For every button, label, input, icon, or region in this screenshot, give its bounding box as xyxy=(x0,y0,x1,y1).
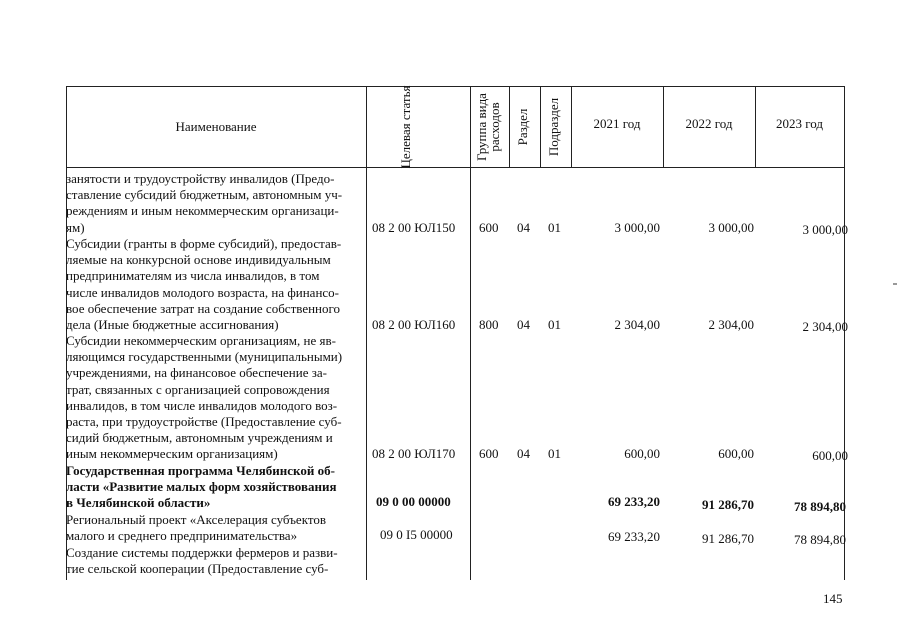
row-1-code: 08 2 00 ЮЛ160 xyxy=(372,317,456,332)
row-1-2022: 2 304,00 xyxy=(708,317,754,332)
header-subsection: Подраздел xyxy=(546,97,561,157)
row-4-code: 09 0 I5 00000 xyxy=(380,527,453,542)
row-0-line: реждениям и иным некоммерческим организаци- xyxy=(66,203,339,219)
col-border-group xyxy=(509,86,510,167)
row-3-2021: 69 233,20 xyxy=(608,494,660,509)
row-1-line: дела (Иные бюджетные ассигнования) xyxy=(66,317,279,333)
row-5-line: Создание системы поддержки фермеров и разви- xyxy=(66,545,338,560)
row-0-line: ям) xyxy=(66,219,85,235)
row-2-group: 600 xyxy=(479,446,499,461)
row-1-2023: 2 304,00 xyxy=(802,319,848,334)
row-1-2021: 2 304,00 xyxy=(614,317,660,332)
row-3-code: 09 0 00 00000 xyxy=(376,494,451,509)
row-2-subsection: 01 xyxy=(548,446,561,461)
header-2021: 2021 год xyxy=(593,116,641,131)
row-1-subsection: 01 xyxy=(548,317,561,332)
row-0-section: 04 xyxy=(517,220,530,235)
row-0-line: ставление субсидий бюджетным, автономным уч- xyxy=(66,187,343,203)
row-2-line: раста, при трудоустройстве (Предоставление суб- xyxy=(66,414,342,430)
row-2-line: учреждениями, на финансовое обеспечение за- xyxy=(66,365,327,381)
row-2-line: трат, связанных с организацией сопровождения xyxy=(66,381,330,397)
row-2-line: иным некоммерческим организациям) xyxy=(66,446,278,462)
row-2-2021: 600,00 xyxy=(624,446,660,461)
table-top-border xyxy=(66,86,844,87)
row-2-section: 04 xyxy=(517,446,530,461)
row-4-line: малого и среднего предпринимательства» xyxy=(66,528,298,544)
scan-speck xyxy=(893,283,897,285)
row-2-line: ляющимся государственными (муниципальными) xyxy=(66,349,343,365)
header-target-article: Целевая статья xyxy=(398,85,413,169)
header-2023: 2023 год xyxy=(776,116,823,131)
col-border-code xyxy=(470,86,471,580)
row-3-description xyxy=(66,463,364,512)
col-border-name xyxy=(366,86,367,580)
row-1-group: 800 xyxy=(479,317,499,332)
row-2-line: Субсидии некоммерческим организациям, не яв- xyxy=(66,333,336,348)
row-2-2022: 600,00 xyxy=(718,446,754,461)
row-0-2022: 3 000,00 xyxy=(708,220,754,235)
row-4-2023: 78 894,80 xyxy=(794,532,846,547)
row-4-description xyxy=(66,512,364,544)
row-4-line: Региональный проект «Акселерация субъектов xyxy=(66,512,326,527)
header-section: Раздел xyxy=(515,108,530,146)
row-0-subsection: 01 xyxy=(548,220,561,235)
row-2-line: инвалидов, в том числе инвалидов молодого воз- xyxy=(66,397,338,413)
row-5-description xyxy=(66,545,364,577)
header-name: Наименование xyxy=(175,119,257,134)
col-border-section xyxy=(540,86,541,167)
row-5-line: тие сельской кооперации (Предоставление суб- xyxy=(66,561,329,577)
header-expense-group: Группа вида расходов xyxy=(474,93,502,161)
header-bottom-border xyxy=(66,167,844,168)
row-1-line: ляемые на конкурсной основе индивидуальным xyxy=(66,252,331,268)
row-1-line: вое обеспечение затрат на создание собственного xyxy=(66,300,341,316)
row-2-line: сидий бюджетным, автономным учреждениям и xyxy=(66,430,333,446)
row-3-2023: 78 894,80 xyxy=(794,499,846,514)
row-0-2023: 3 000,00 xyxy=(802,222,848,237)
row-4-2022: 91 286,70 xyxy=(702,531,754,546)
row-0-line: занятости и трудоустройству инвалидов (Предо- xyxy=(66,171,335,186)
row-0-code: 08 2 00 ЮЛ150 xyxy=(372,220,456,235)
row-0-2021: 3 000,00 xyxy=(614,220,660,235)
row-3-2022: 91 286,70 xyxy=(702,497,754,512)
page-number: 145 xyxy=(823,591,843,606)
row-0-group: 600 xyxy=(479,220,499,235)
row-3-line: Государственная программа Челябинской об- xyxy=(66,463,335,478)
row-4-2021: 69 233,20 xyxy=(608,529,660,544)
header-2022: 2022 год xyxy=(685,116,733,131)
row-3-line: в Челябинской области» xyxy=(66,495,211,511)
row-1-description xyxy=(66,236,364,333)
row-1-line: числе инвалидов молодого возраста, на финансо- xyxy=(66,284,339,300)
row-0-description xyxy=(66,171,364,236)
row-2-code: 08 2 00 ЮЛ170 xyxy=(372,446,456,461)
row-1-line: предпринимателям из числа инвалидов, в том xyxy=(66,268,320,284)
row-1-line: Субсидии (гранты в форме субсидий), предостав- xyxy=(66,236,342,251)
row-2-2023: 600,00 xyxy=(812,448,848,463)
row-2-description xyxy=(66,333,364,463)
row-3-line: ласти «Развитие малых форм хозяйствования xyxy=(66,479,337,495)
row-1-section: 04 xyxy=(517,317,530,332)
